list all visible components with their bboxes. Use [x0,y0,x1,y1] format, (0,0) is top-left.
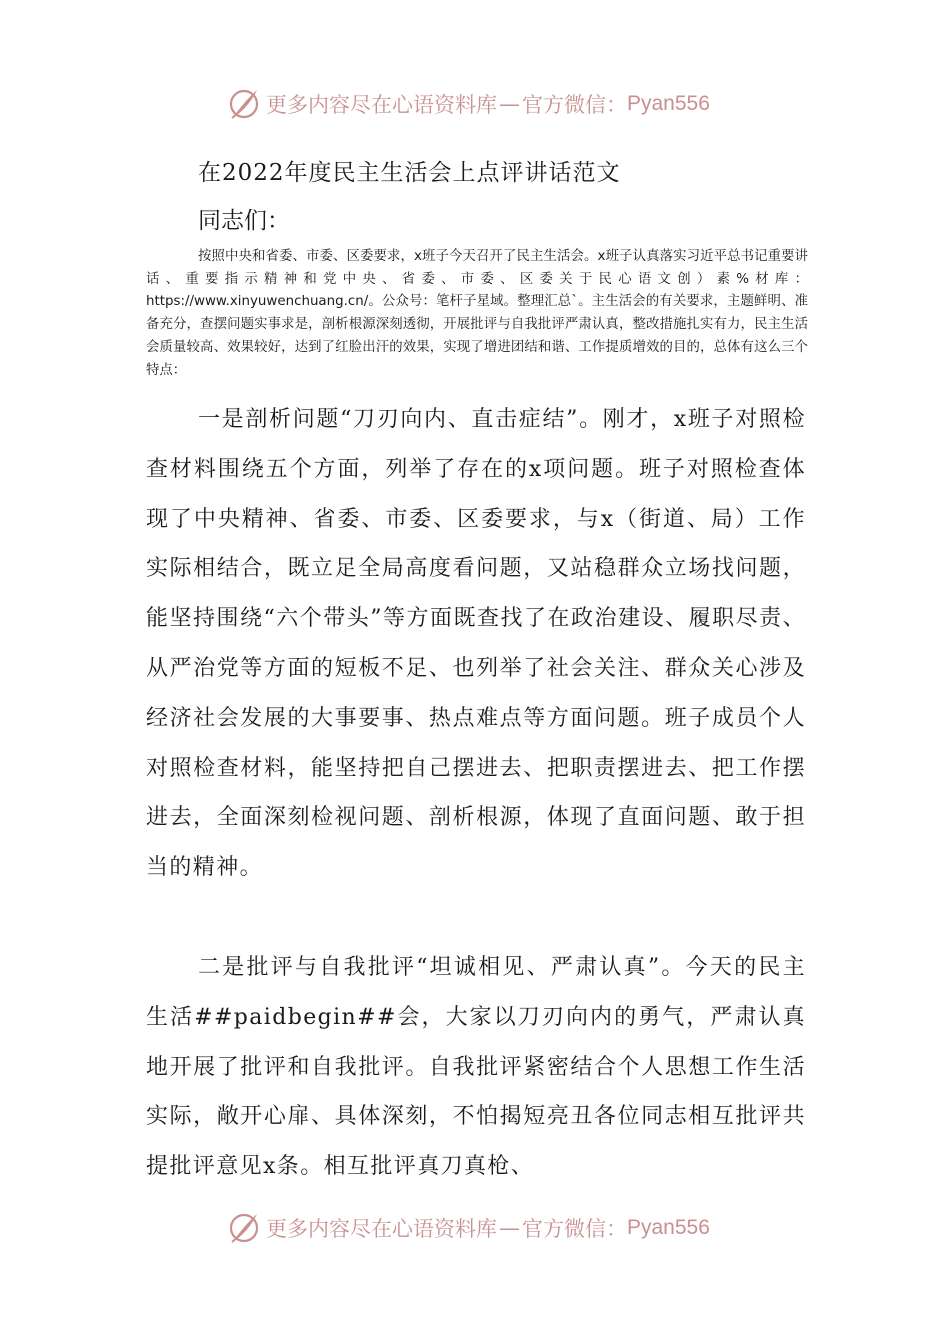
body-paragraph-1: 一是剖析问题“刀刃向内、直击症结”。刚才，x班子对照检查材料围绕五个方面，列举了存在的x项问题。班子对照检查体现了中央精神、省委、市委、区委要求，与x（街道、局）工作实际相结合，既立足全局高度看问题，又站稳群众立场找问题，能坚持围绕“六个带头”等方面既查找了在政治建设、履职尽责、从严治党等方面的短板不足、也列举了社会关注、群众关心涉及经济社会发展的大事要事、热点难点等方面问题。班子成员个人对照检查材料，能坚持把自己摆进去、把职责摆进去、把工作摆进去，全面深刻检视问题、剖析根源，体现了直面问题、敢于担当的精神。 [146,407,806,881]
footer-watermark-banner [226,1210,710,1246]
banner-wechat-label: 官方微信： [522,93,627,117]
banner-wechat-id: Pyan556 [627,1216,710,1239]
banner-text: 更多内容尽在心语资料库 [266,93,497,117]
banner-wechat-label: 官方微信： [522,1217,627,1241]
quill-pen-logo-icon [226,1210,262,1246]
banner-wechat-id: Pyan556 [627,92,710,115]
body-paragraph-2: 二是批评与自我批评“坦诚相见、严肃认真”。今天的民主生活##paidbegin##会，大家以刀刃向内的勇气，严肃认真地开展了批评和自我批评。自我批评紧密结合个人思想工作生活实际，敞开心扉、具体深刻，不怕揭短亮丑各位同志相互批评共提批评意见x条。相互批评真刀真枪、 [146,955,806,1180]
banner-dash: — [499,92,520,116]
header-watermark-banner [226,86,710,122]
intro-paragraph: 按照中央和省委、市委、区委要求，x班子今天召开了民主生活会。x班子认真落实习近平总书记重要讲话、重要指示精神和党中央、省委、市委、区委关于民心语文创）素%材库：https://www.xinyuwenchuang.cn/。公众号：笔杆子星域。整理汇总`。主生活会的有关要求，主题鲜明、准备充分，查摆问题实事求是，剖析根源深刻透彻，开展批评与自我批评严肃认真，整改措施扎实有力，民主生活会质量较高、效果较好，达到了红脸出汗的效果，实现了增进团结和谐、工作提质增效的目的，总体有这么三个特点： [146,249,808,378]
document-title: 在2022年度民主生活会上点评讲话范文 [198,160,621,186]
banner-text: 更多内容尽在心语资料库 [266,1217,497,1241]
quill-pen-logo-icon [226,86,262,122]
banner-dash: — [499,1216,520,1240]
salutation: 同志们： [198,208,290,234]
